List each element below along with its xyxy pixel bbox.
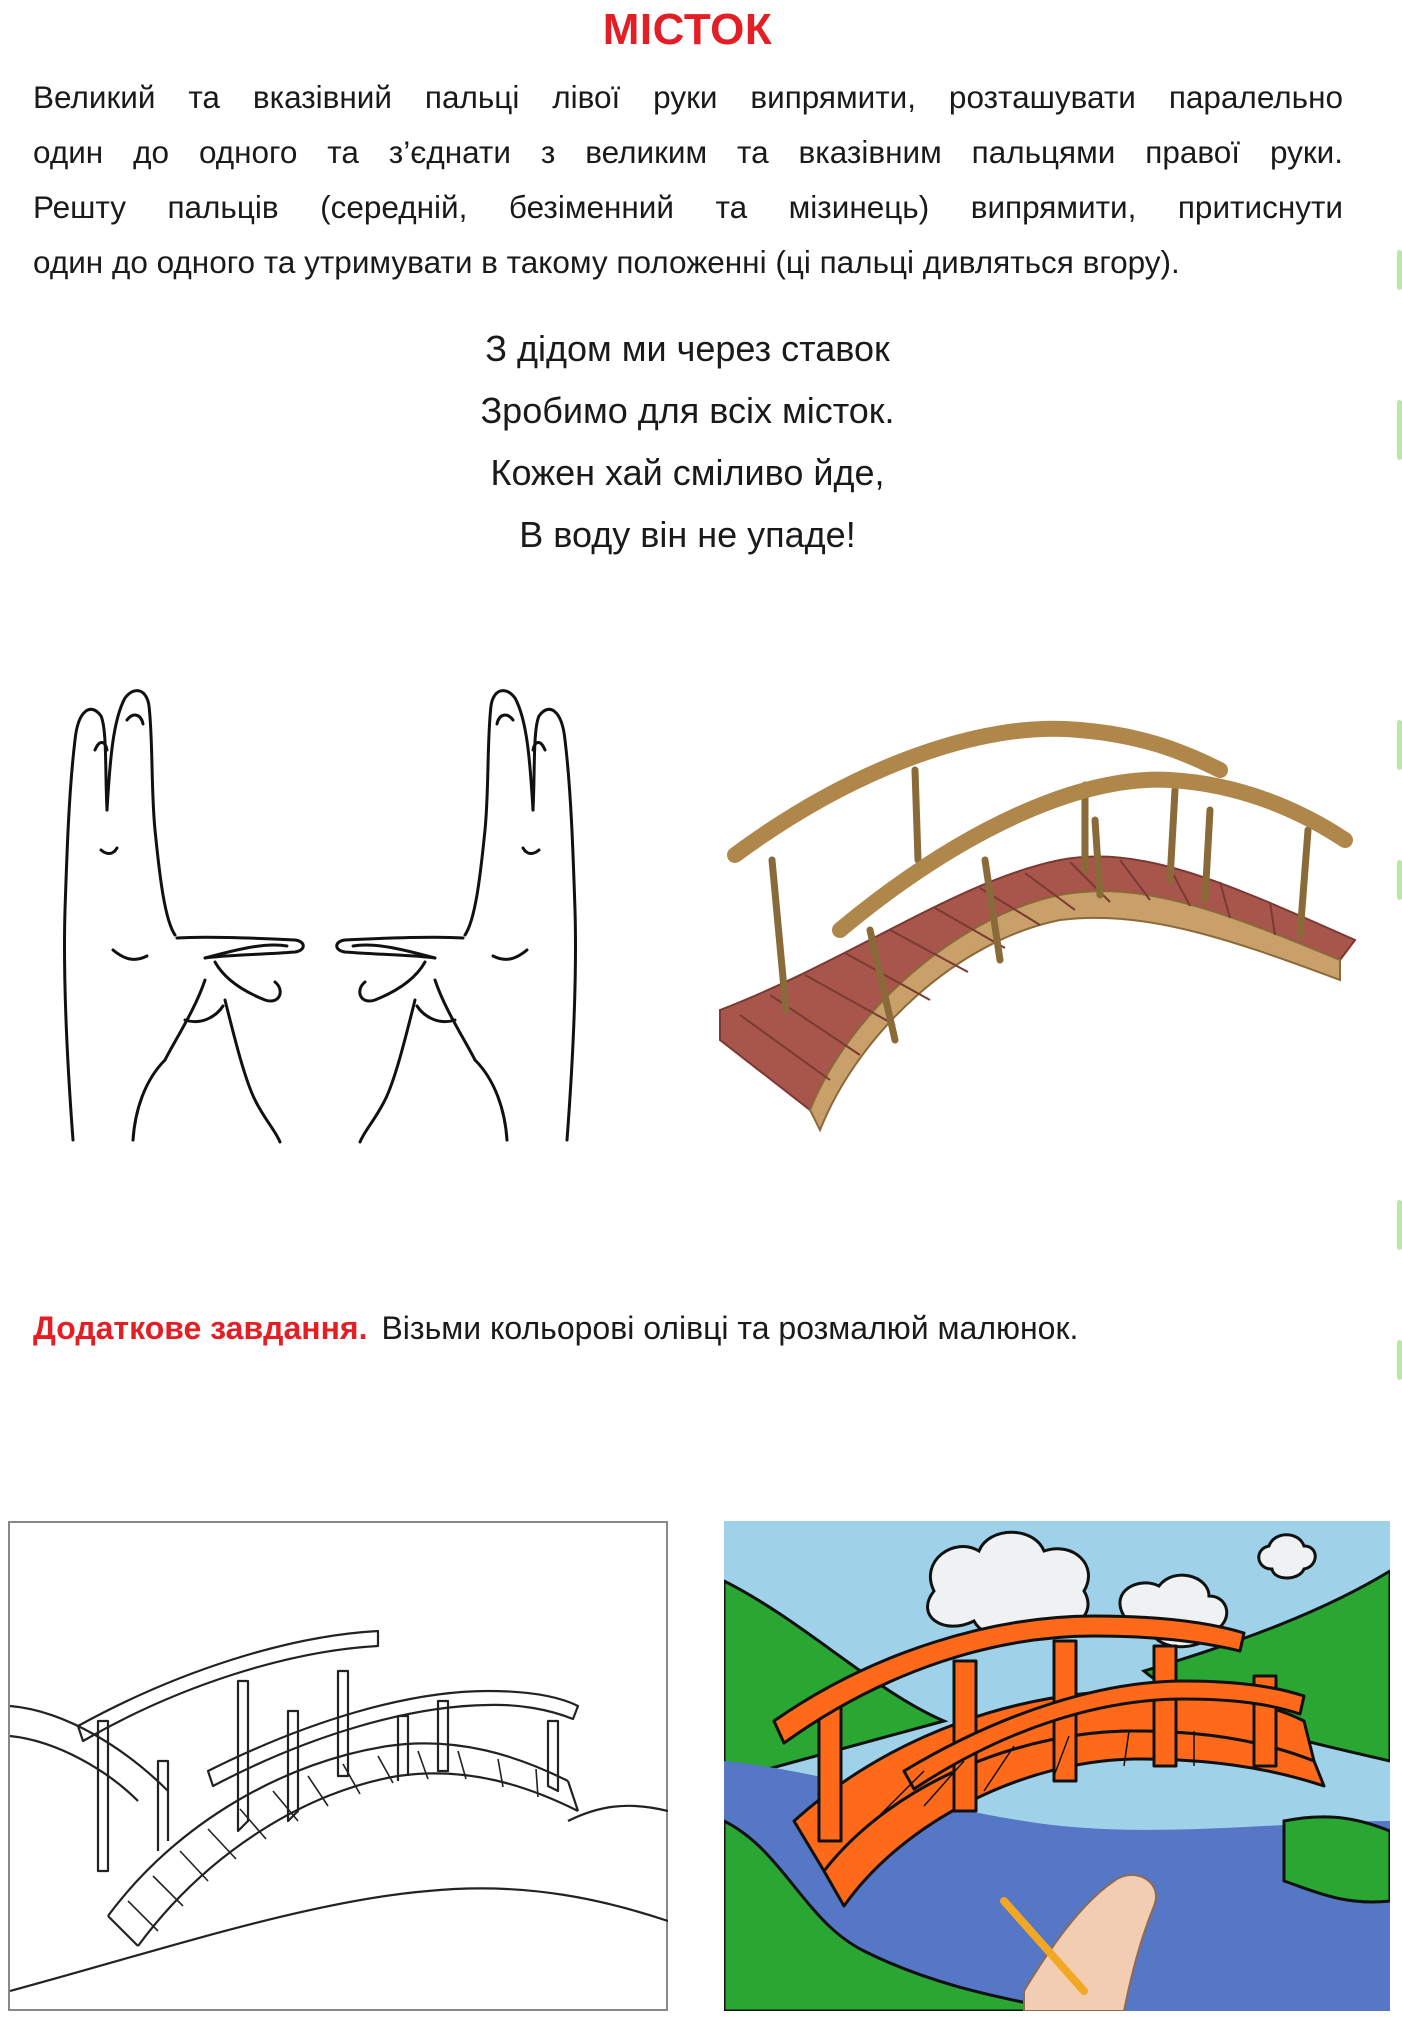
- edge-decoration: [1397, 860, 1402, 900]
- extra-task: [33, 1303, 1078, 1353]
- instruction-line: Решту пальців (середній, безіменний та мізинець) випрямити, притиснути: [33, 189, 1343, 225]
- edge-decoration: [1397, 1340, 1402, 1380]
- page-title: МІСТОК: [602, 5, 773, 54]
- edge-decoration: [1397, 250, 1402, 290]
- instruction-line: один до одного та утримувати в такому положенні (ці пальці дивляться вгору).: [33, 244, 1180, 280]
- poem-line: Зробимо для всіх місток.: [480, 390, 895, 431]
- extra-task-text: Візьми кольорові олівці та розмалюй малюнок.: [381, 1310, 1079, 1346]
- instruction-line: один до одного та з’єднати з великим та вказівним пальцями правої руки.: [33, 134, 1343, 170]
- instructions-text: [33, 70, 1343, 290]
- instruction-line: Великий та вказівний пальці лівої руки випрямити, розташувати паралельно: [33, 79, 1343, 115]
- poem-line: Кожен хай сміливо йде,: [490, 452, 885, 493]
- wooden-bridge-photo: [700, 710, 1365, 1140]
- poem-line: В воду він не упаде!: [519, 514, 856, 555]
- bridge-outline-drawing: [8, 1521, 668, 2011]
- edge-decoration: [1397, 400, 1402, 460]
- edge-decoration: [1397, 1200, 1402, 1250]
- extra-task-label: Додаткове завдання.: [33, 1310, 368, 1346]
- poem-line: З дідом ми через ставок: [485, 328, 890, 369]
- edge-decoration: [1397, 720, 1402, 770]
- bridge-colored-drawing: [724, 1521, 1390, 2011]
- poem: [0, 318, 1375, 566]
- hands-gesture-icon: [55, 680, 585, 1150]
